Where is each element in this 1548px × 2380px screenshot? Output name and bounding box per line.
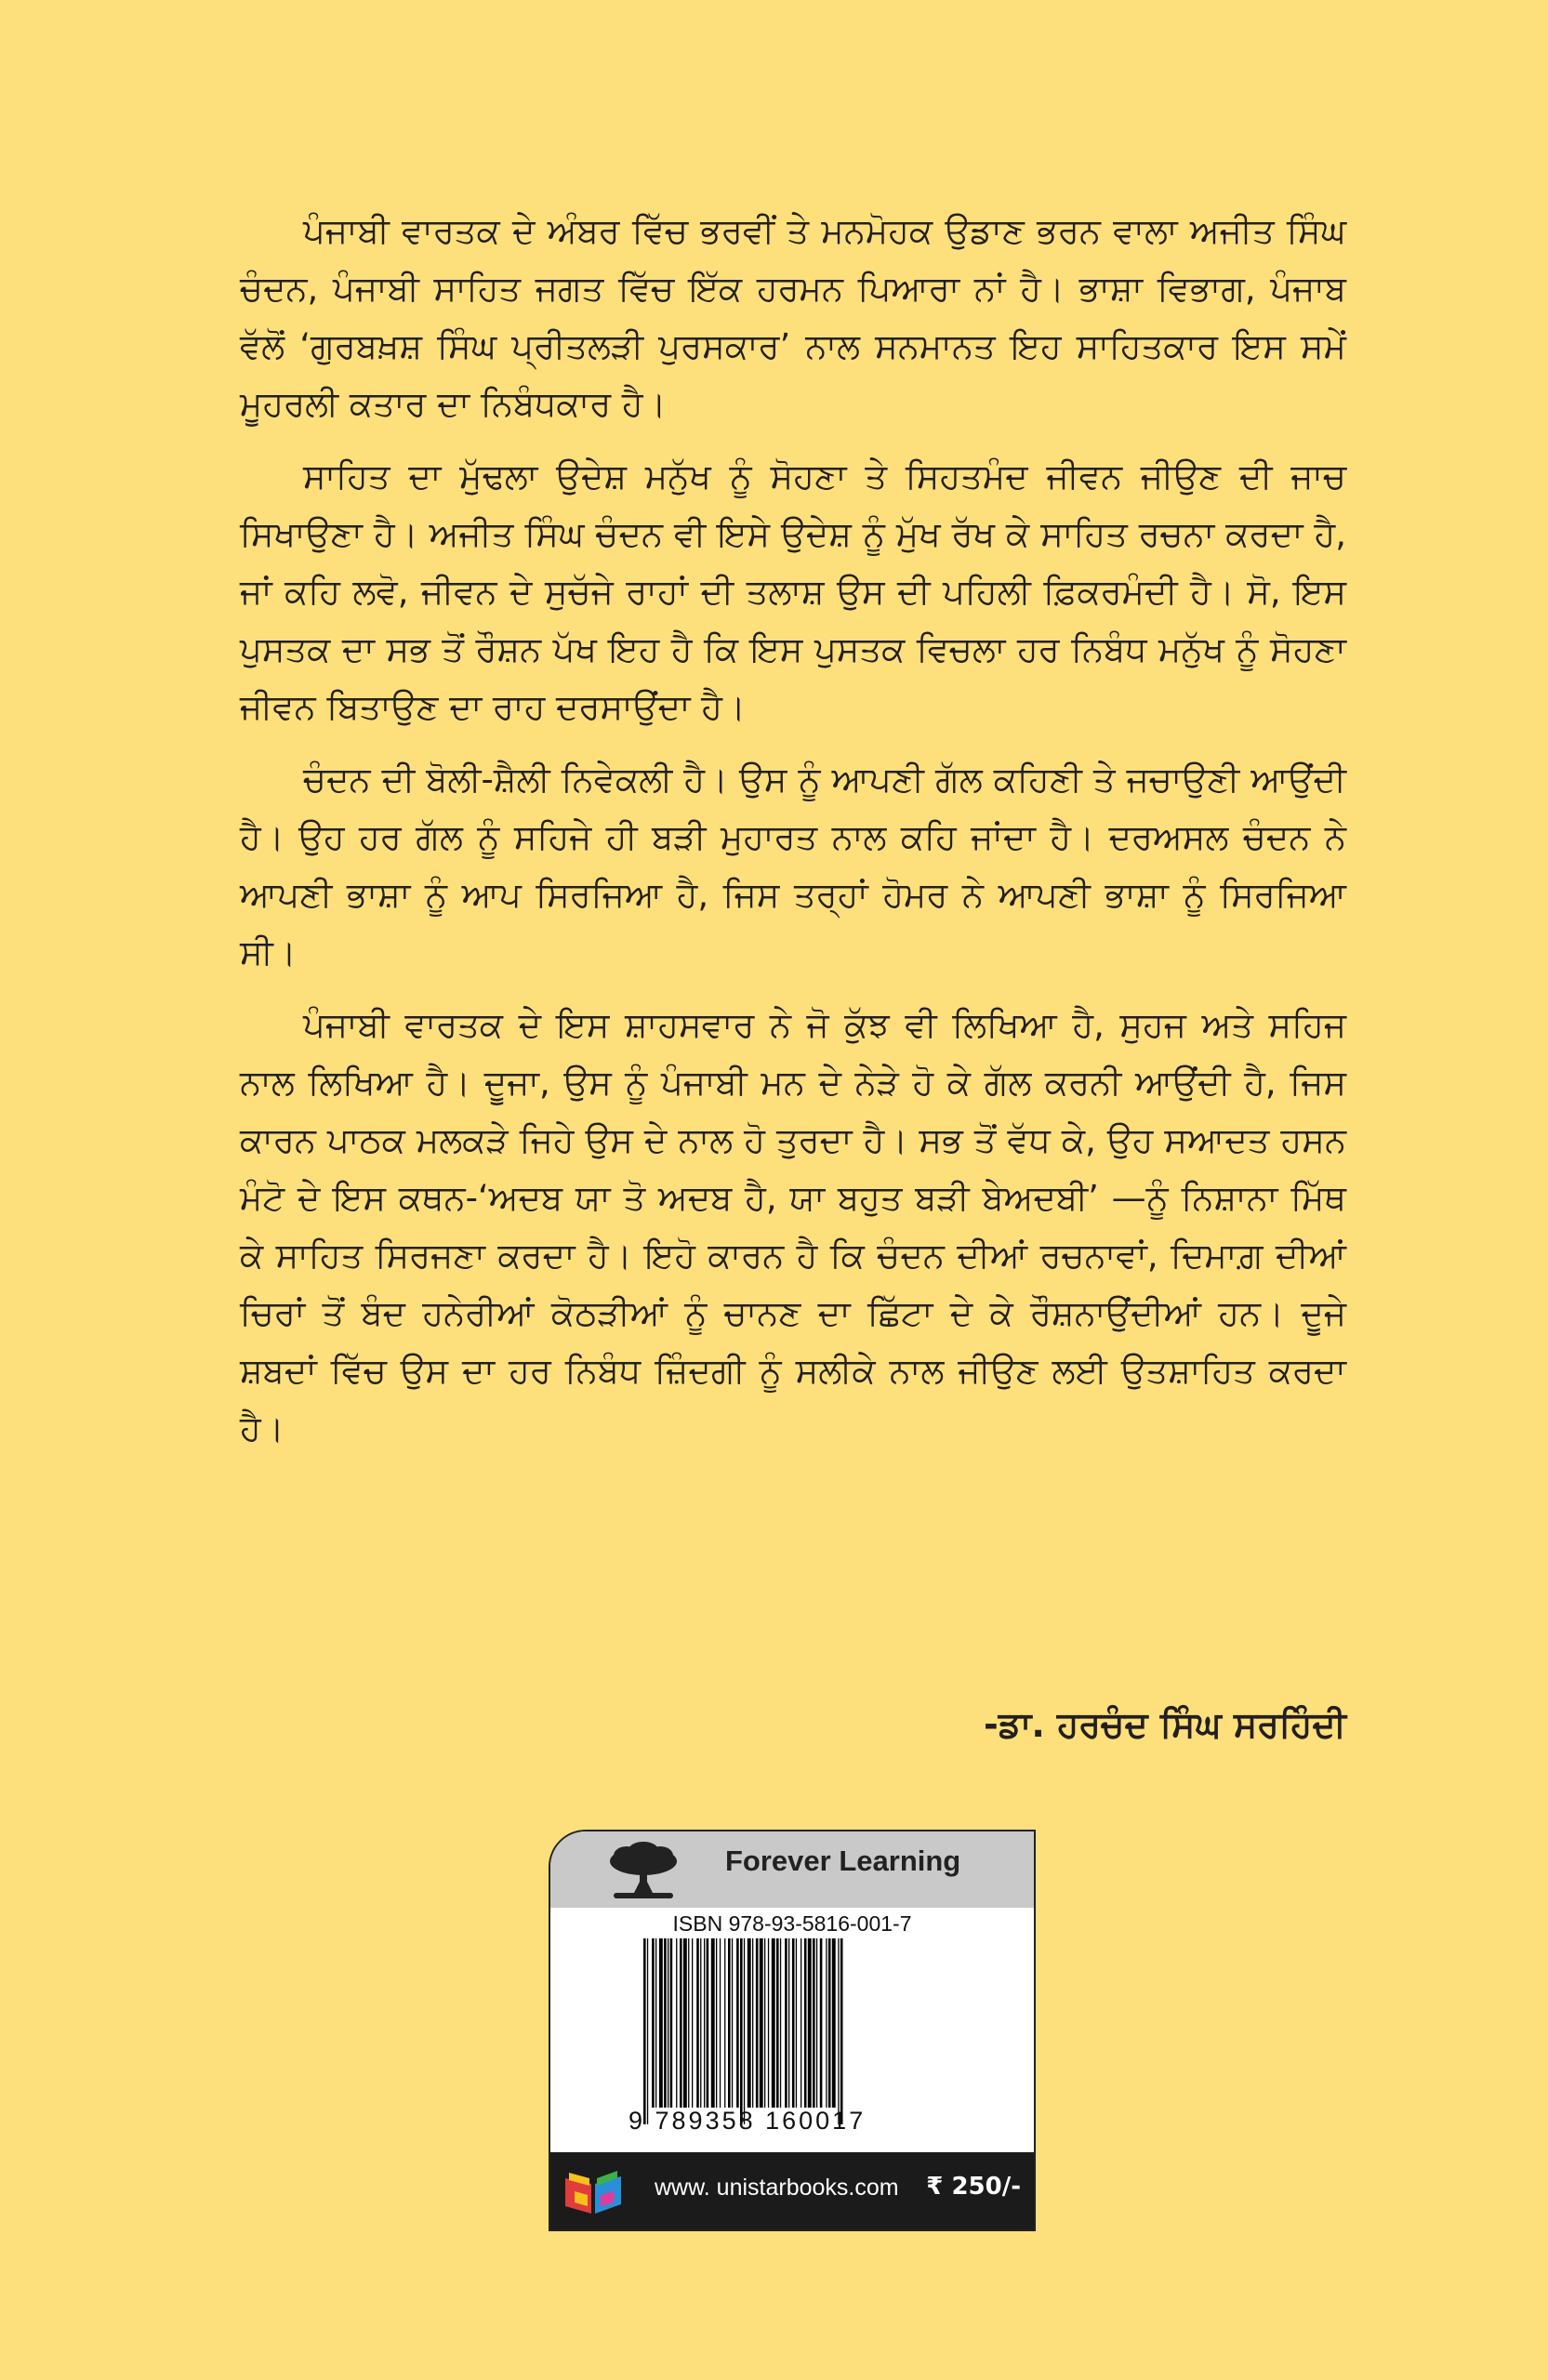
barcode-bar <box>655 1938 656 2108</box>
barcode-bar <box>647 1938 648 2124</box>
barcode-bar <box>724 1938 725 2108</box>
barcode-bar <box>804 1938 807 2108</box>
reviewer-signature: -ਡਾ. ਹਰਚੰਦ ਸਿੰਘ ਸਰਹਿੰਦੀ <box>984 1704 1346 1745</box>
barcode-bar <box>813 1938 815 2108</box>
barcode-bar <box>720 1938 721 2108</box>
barcode-bar <box>707 1938 709 2108</box>
barcode-bar <box>826 1938 827 2108</box>
paragraph-1: ਪੰਜਾਬੀ ਵਾਰਤਕ ਦੇ ਅੰਬਰ ਵਿੱਚ ਭਰਵੀਂ ਤੇ ਮਨਮੋਹਕ ਉਡਾਣ ਭਰਨ ਵਾਲਾ ਅਜੀਤ ਸਿੰਘ ਚੰਦਨ, ਪੰਜਾਬੀ ਸਾਹਿਤ ਜਗਤ ਵਿੱਚ ਇੱਕ ਹਰਮਨ ਪਿਆਰਾ ਨਾਂ ਹੈ। ਭਾਸ਼ਾ ਵਿਭਾਗ, ਪੰਜਾਬ ਵੱਲੋਂ ‘ਗੁਰਬਖ਼ਸ਼ ਸਿੰਘ ਪ੍ਰੀਤਲੜੀ ਪੁਰਸਕਾਰ’ ਨਾਲ ਸਨਮਾਨਤ ਇਹ ਸਾਹਿਤਕਾਰ ਇਸ ਸਮੇਂ ਮੂਹਰਲੀ ਕਤਾਰ ਦਾ ਨਿਬੰਧਕਾਰ ਹੈ। <box>240 211 1346 424</box>
imprint-footer <box>550 2152 1034 2229</box>
barcode-bar <box>676 1938 677 2108</box>
publisher-tagline: Forever Learning <box>725 1844 961 1877</box>
barcode-bar <box>780 1938 781 2108</box>
barcode-bar <box>792 1938 795 2108</box>
barcode-bar <box>716 1938 717 2108</box>
paragraph-2: ਸਾਹਿਤ ਦਾ ਮੁੱਢਲਾ ਉਦੇਸ਼ ਮਨੁੱਖ ਨੂੰ ਸੋਹਣਾ ਤੇ ਸਿਹਤਮੰਦ ਜੀਵਨ ਜੀਉਣ ਦੀ ਜਾਚ ਸਿਖਾਉਣਾ ਹੈ। ਅਜੀਤ ਸਿੰਘ ਚੰਦਨ ਵੀ ਇਸੇ ਉਦੇਸ਼ ਨੂੰ ਮੁੱਖ ਰੱਖ ਕੇ ਸਾਹਿਤ ਰਚਨਾ ਕਰਦਾ ਹੈ, ਜਾਂ ਕਹਿ ਲਵੋ, ਜੀਵਨ ਦੇ ਸੁਚੱਜੇ ਰਾਹਾਂ ਦੀ ਤਲਾਸ਼ ਉਸ ਦੀ ਪਹਿਲੀ ਫ਼ਿਕਰਮੰਦੀ ਹੈ। ਸੋ, ਇਸ ਪੁਸਤਕ ਦਾ ਸਭ ਤੋਂ ਰੌਸ਼ਨ ਪੱਖ ਇਹ ਹੈ ਕਿ ਇਸ ਪੁਸਤਕ ਵਿਚਲਾ ਹਰ ਨਿਬੰਧ ਮਨੁੱਖ ਨੂੰ ਸੋਹਣਾ ਜੀਵਨ ਬਿਤਾਉਣ ਦਾ ਰਾਹ ਦਰਸਾਉਂਦਾ ਹੈ। <box>240 456 1346 727</box>
price-label: ₹ 250/- <box>926 2173 1021 2201</box>
barcode-bar <box>732 1938 733 2108</box>
barcode-bar <box>728 1938 731 2108</box>
back-cover-blurb <box>240 203 1346 1473</box>
barcode-bar <box>800 1938 801 2108</box>
isbn-barcode-panel <box>550 1831 1034 2229</box>
barcode-bar <box>776 1938 779 2108</box>
barcode-bar <box>840 1938 843 2124</box>
barcode-bar <box>643 1938 646 2124</box>
barcode-bar <box>744 1938 745 2124</box>
barcode-bar <box>700 1938 701 2108</box>
barcode-bar <box>696 1938 699 2108</box>
barcode-bar <box>692 1938 693 2108</box>
barcode-bar <box>785 1938 787 2108</box>
barcode-bar <box>816 1938 817 2108</box>
barcode-bar <box>820 1938 823 2108</box>
barcode-bars <box>643 1938 989 2124</box>
barcode-bar <box>680 1938 682 2108</box>
barcode-bar <box>704 1938 705 2108</box>
publisher-header <box>550 1831 1034 1908</box>
barcode-bar <box>796 1938 797 2108</box>
barcode-bar <box>740 1938 743 2124</box>
publisher-url: www. unistarbooks.com <box>655 2175 899 2201</box>
barcode-bar <box>808 1938 812 2108</box>
barcode-bar <box>711 1938 715 2108</box>
barcode-bar <box>768 1938 769 2108</box>
barcode-bar <box>688 1938 689 2108</box>
barcode-bar <box>764 1938 765 2108</box>
barcode-bar <box>659 1938 663 2108</box>
barcode-bar <box>683 1938 687 2108</box>
paragraph-4: ਪੰਜਾਬੀ ਵਾਰਤਕ ਦੇ ਇਸ ਸ਼ਾਹਸਵਾਰ ਨੇ ਜੋ ਕੁੱਝ ਵੀ ਲਿਖਿਆ ਹੈ, ਸੁਹਜ ਅਤੇ ਸਹਿਜ ਨਾਲ ਲਿਖਿਆ ਹੈ। ਦੂਜਾ, ਉਸ ਨੂੰ ਪੰਜਾਬੀ ਮਨ ਦੇ ਨੇੜੇ ਹੋ ਕੇ ਗੱਲ ਕਰਨੀ ਆਉਂਦੀ ਹੈ, ਜਿਸ ਕਾਰਨ ਪਾਠਕ ਮਲਕੜੇ ਜਿਹੇ ਉਸ ਦੇ ਨਾਲ ਹੋ ਤੁਰਦਾ ਹੈ। ਸਭ ਤੋਂ ਵੱਧ ਕੇ, ਉਹ ਸਆਦਤ ਹਸਨ ਮੰਟੋ ਦੇ ਇਸ ਕਥਨ-‘ਅਦਬ ਯਾ ਤੋ ਅਦਬ ਹੈ, ਯਾ ਬਹੁਤ ਬੜੀ ਬੇਅਦਬੀ’ —ਨੂੰ ਨਿਸ਼ਾਨਾ ਮਿੱਥ ਕੇ ਸਾਹਿਤ ਸਿਰਜਣਾ ਕਰਦਾ ਹੈ। ਇਹੋ ਕਾਰਨ ਹੈ ਕਿ ਚੰਦਨ ਦੀਆਂ ਰਚਨਾਵਾਂ, ਦਿਮਾਗ਼ ਦੀਆਂ ਚਿਰਾਂ ਤੋਂ ਬੰਦ ਹਨੇਰੀਆਂ ਕੋਠੜੀਆਂ ਨੂੰ ਚਾਨਣ ਦਾ ਛਿੱਟਾ ਦੇ ਕੇ ਰੌਸ਼ਨਾਉਂਦੀਆਂ ਹਨ। ਦੂਜੇ ਸ਼ਬਦਾਂ ਵਿੱਚ ਉਸ ਦਾ ਹਰ ਨਿਬੰਧ ਜ਼ਿੰਦਗੀ ਨੂੰ ਸਲੀਕੇ ਨਾਲ ਜੀਉਣ ਲਈ ਉਤਸ਼ਾਹਿਤ ਕਰਦਾ ਹੈ। <box>240 1005 1346 1448</box>
barcode-bar <box>838 1938 839 2124</box>
barcode-bar <box>752 1938 753 2108</box>
barcode-bar <box>760 1938 763 2108</box>
barcode-bar <box>748 1938 751 2108</box>
barcode-bar <box>772 1938 775 2108</box>
barcode-digits: 9 789358 160017 <box>628 2107 867 2135</box>
barcode-bar <box>832 1938 836 2108</box>
colorful-book-icon <box>562 2165 627 2217</box>
tree-icon <box>606 1841 681 1900</box>
isbn-label: ISBN 978-93-5816-001-7 <box>672 1911 912 1936</box>
barcode-bar <box>828 1938 831 2108</box>
barcode-bar <box>664 1938 667 2108</box>
barcode-bar <box>756 1938 759 2108</box>
barcode-bar <box>788 1938 789 2108</box>
barcode-bar <box>652 1938 655 2108</box>
barcode-bar <box>736 1938 739 2108</box>
paragraph-3: ਚੰਦਨ ਦੀ ਬੋਲੀ-ਸ਼ੈਲੀ ਨਿਵੇਕਲੀ ਹੈ। ਉਸ ਨੂੰ ਆਪਣੀ ਗੱਲ ਕਹਿਣੀ ਤੇ ਜਚਾਉਣੀ ਆਉਂਦੀ ਹੈ। ਉਹ ਹਰ ਗੱਲ ਨੂੰ ਸਹਿਜੇ ਹੀ ਬੜੀ ਮੁਹਾਰਤ ਨਾਲ ਕਹਿ ਜਾਂਦਾ ਹੈ। ਦਰਅਸਲ ਚੰਦਨ ਨੇ ਆਪਣੀ ਭਾਸ਼ਾ ਨੂੰ ਆਪ ਸਿਰਜਿਆ ਹੈ, ਜਿਸ ਤਰ੍ਹਾਂ ਹੋਮਰ ਨੇ ਆਪਣੀ ਭਾਸ਼ਾ ਨੂੰ ਸਿਰਜਿਆ ਸੀ। <box>240 760 1346 972</box>
barcode-bar <box>670 1938 673 2108</box>
